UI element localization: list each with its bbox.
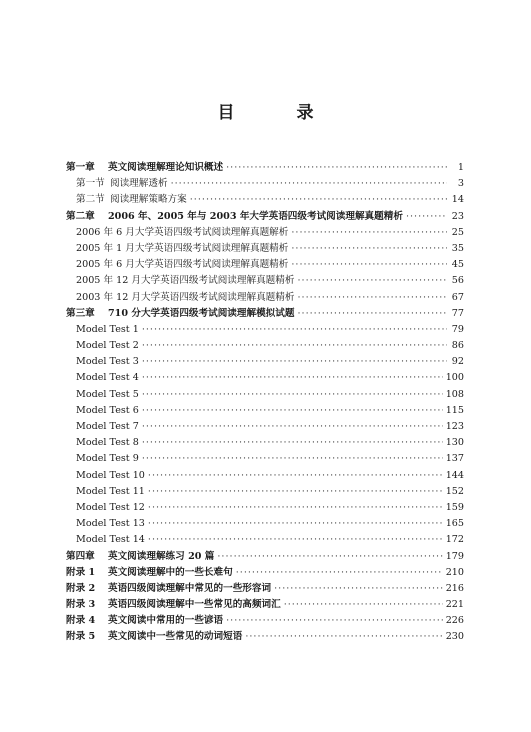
- toc-entry-label: [66, 209, 403, 225]
- dot-leader: [142, 387, 443, 403]
- toc-entry-page: 137: [445, 453, 464, 465]
- toc-entry[interactable]: [66, 160, 464, 176]
- dot-leader: [142, 370, 443, 386]
- toc-entry-page: 226: [445, 615, 464, 627]
- toc-entry[interactable]: [66, 565, 464, 581]
- toc-entry-label: [76, 322, 139, 338]
- toc-entry-page: 216: [445, 582, 464, 594]
- toc-entry-page: 67: [451, 291, 464, 303]
- toc-entry-title: Model Test 9: [76, 453, 139, 465]
- toc-entry-page: 3: [457, 178, 464, 190]
- toc-entry-title: Model Test 5: [76, 388, 139, 400]
- toc-entry-page: 77: [451, 307, 464, 319]
- toc-entry-label: [76, 176, 168, 192]
- toc-entry-number: 附录 2: [66, 582, 96, 594]
- toc-entry[interactable]: [66, 516, 464, 532]
- toc-entry[interactable]: [66, 387, 464, 403]
- toc-entry[interactable]: [66, 435, 464, 451]
- toc-entry-label: [76, 354, 139, 370]
- toc-entry[interactable]: [66, 338, 464, 354]
- toc-entry-title: 英文阅读中常用的一些谚语: [108, 615, 224, 627]
- toc-entry-label: [66, 581, 271, 597]
- toc-entry-label: [76, 403, 139, 419]
- toc-entry[interactable]: [66, 419, 464, 435]
- dot-leader: [148, 500, 443, 516]
- toc-entry-title: Model Test 12: [76, 501, 145, 513]
- toc-entry[interactable]: [66, 597, 464, 613]
- toc-entry-page: 165: [445, 518, 464, 530]
- toc-entry-number: 附录 5: [66, 631, 96, 643]
- dot-leader: [284, 597, 443, 613]
- toc-entry-number: 第二节: [76, 194, 105, 206]
- toc-entry[interactable]: [66, 532, 464, 548]
- dot-leader: [142, 419, 443, 435]
- dot-leader: [148, 532, 443, 548]
- toc-entry-page: 210: [445, 566, 464, 578]
- toc-entry-title: 2006 年 6 月大学英语四级考试阅读理解真题解析: [76, 226, 289, 238]
- toc-entry-title: 阅读理解透析: [110, 178, 168, 190]
- toc-entry[interactable]: [66, 225, 464, 241]
- toc-entry-title: Model Test 11: [76, 485, 145, 497]
- toc-entry-title: Model Test 7: [76, 421, 139, 432]
- toc-entry-page: 172: [445, 534, 464, 546]
- toc-entry[interactable]: [66, 176, 464, 192]
- toc-entry-label: [76, 192, 187, 208]
- toc-entry-label: [76, 419, 139, 435]
- toc-entry-page: 221: [445, 599, 464, 611]
- toc-entry[interactable]: [66, 273, 464, 289]
- toc-entry-label: [76, 370, 139, 386]
- toc-entry-label: [66, 160, 223, 176]
- toc-entry[interactable]: [66, 257, 464, 273]
- toc-entry-label: [66, 549, 214, 565]
- toc-entry[interactable]: [66, 209, 464, 225]
- toc-entry[interactable]: [66, 549, 464, 565]
- toc-entry-number: 附录 1: [66, 566, 96, 578]
- toc-entry-page: 115: [445, 404, 464, 416]
- toc-entry-title: Model Test 8: [76, 437, 139, 449]
- toc-entry-label: [76, 225, 288, 241]
- toc-entry-page: 152: [445, 485, 464, 497]
- toc-entry-label: [66, 613, 223, 629]
- toc-entry-title: Model Test 14: [76, 534, 145, 546]
- toc-entry-title: Model Test 4: [76, 372, 139, 384]
- toc-entry[interactable]: [66, 322, 464, 338]
- toc-entry-page: 92: [451, 356, 464, 368]
- toc-entry-label: [76, 338, 139, 354]
- toc-entry-label: [76, 500, 145, 516]
- dot-leader: [236, 565, 443, 581]
- toc-entry-title: 710 分大学英语四级考试阅读理解模拟试题: [108, 307, 295, 319]
- toc-entry[interactable]: [66, 241, 464, 257]
- toc-entry-label: [76, 516, 145, 532]
- toc-entry-page: 100: [445, 372, 464, 384]
- dot-leader: [142, 435, 443, 451]
- dot-leader: [274, 581, 443, 597]
- toc-entry-number: 第四章: [66, 550, 95, 562]
- toc-entry-title: 2005 年 12 月大学英语四级考试阅读理解真题精析: [76, 275, 295, 287]
- toc-entry-title: Model Test 10: [76, 469, 145, 481]
- toc-entry-label: [76, 290, 294, 306]
- toc-entry[interactable]: [66, 370, 464, 386]
- toc-entry[interactable]: [66, 468, 464, 484]
- toc-entry-page: 130: [445, 437, 464, 449]
- toc-entry-title: Model Test 3: [76, 356, 139, 368]
- toc-entry-page: 45: [451, 259, 464, 271]
- toc-entry-title: Model Test 13: [76, 518, 145, 530]
- dot-leader: [217, 549, 442, 565]
- toc-entry-label: [76, 435, 139, 451]
- dot-leader: [148, 484, 443, 500]
- toc-entry-page: 230: [445, 631, 464, 643]
- toc-entry[interactable]: [66, 192, 464, 208]
- toc-entry-page: 25: [451, 226, 464, 238]
- toc-entry-number: 附录 4: [66, 615, 96, 627]
- toc-entry-title: Model Test 2: [76, 340, 139, 352]
- toc-entry-label: [76, 484, 145, 500]
- toc-entry[interactable]: [66, 306, 464, 322]
- toc-entry-number: 第一节: [76, 178, 105, 190]
- toc-entry-title: 阅读理解策略方案: [110, 194, 187, 206]
- toc-entry-number: 附录 3: [66, 599, 96, 611]
- dot-leader: [148, 468, 443, 484]
- dot-leader: [142, 354, 447, 370]
- toc-entry-page: 35: [451, 242, 464, 254]
- toc-entry-label: [66, 565, 233, 581]
- toc-entry[interactable]: [66, 629, 464, 645]
- toc-entry-page: 159: [445, 501, 464, 513]
- toc-entry-title: 英文阅读理解中的一些长难句: [108, 566, 233, 578]
- toc-entry[interactable]: [66, 581, 464, 597]
- toc-entry-label: [76, 273, 294, 289]
- toc-entry-label: [76, 257, 288, 273]
- table-of-contents: [66, 160, 464, 646]
- dot-leader: [190, 192, 447, 208]
- dot-leader: [291, 241, 447, 257]
- dot-leader: [171, 176, 447, 192]
- dot-leader: [226, 160, 447, 176]
- toc-entry-title: 英文阅读理解理论知识概述: [108, 162, 224, 173]
- toc-entry-page: 79: [451, 323, 464, 335]
- dot-leader: [142, 322, 447, 338]
- toc-entry-title: 2006 年、2005 年与 2003 年大学英语四级考试阅读理解真题精析: [108, 210, 403, 222]
- toc-entry-number: 第二章: [66, 210, 95, 222]
- dot-leader: [226, 613, 443, 629]
- toc-entry[interactable]: [66, 484, 464, 500]
- toc-entry-label: [66, 306, 294, 322]
- toc-entry-number: 第三章: [66, 307, 95, 319]
- dot-leader: [297, 290, 447, 306]
- toc-entry-label: [66, 629, 242, 645]
- toc-entry[interactable]: [66, 403, 464, 419]
- toc-entry[interactable]: [66, 451, 464, 467]
- toc-entry-page: 1: [457, 162, 464, 173]
- toc-entry-page: 86: [451, 340, 464, 352]
- toc-entry-label: [76, 532, 145, 548]
- dot-leader: [291, 257, 447, 273]
- toc-entry-title: 英语四级阅读理解中常见的一些形容词: [108, 582, 272, 594]
- toc-entry-title: Model Test 6: [76, 404, 139, 416]
- toc-entry-page: 108: [445, 388, 464, 400]
- toc-entry-title: Model Test 1: [76, 323, 139, 335]
- dot-leader: [148, 516, 443, 532]
- toc-entry-title: 英文阅读理解练习 20 篇: [108, 550, 215, 562]
- toc-entry-label: [76, 387, 139, 403]
- dot-leader: [291, 225, 447, 241]
- toc-entry-number: 第一章: [66, 162, 95, 173]
- toc-entry-title: 2005 年 1 月大学英语四级考试阅读理解真题精析: [76, 242, 289, 254]
- toc-entry-title: 英语四级阅读理解中一些常见的高频词汇: [108, 599, 281, 611]
- toc-entry-title: 英文阅读中一些常见的动词短语: [108, 631, 243, 643]
- toc-entry[interactable]: [66, 500, 464, 516]
- dot-leader: [245, 629, 442, 645]
- toc-entry-label: [76, 451, 139, 467]
- page-title: 目 录: [217, 103, 342, 123]
- toc-entry[interactable]: [66, 354, 464, 370]
- toc-entry-label: [66, 597, 281, 613]
- toc-entry-title: 2005 年 6 月大学英语四级考试阅读理解真题精析: [76, 259, 289, 271]
- toc-entry-page: 23: [451, 210, 464, 222]
- dot-leader: [142, 451, 443, 467]
- dot-leader: [142, 338, 447, 354]
- toc-entry-page: 123: [445, 421, 464, 432]
- toc-entry-page: 56: [451, 275, 464, 287]
- toc-entry[interactable]: [66, 290, 464, 306]
- dot-leader: [297, 273, 447, 289]
- toc-entry-label: [76, 241, 288, 257]
- toc-entry-page: 179: [445, 550, 464, 562]
- toc-entry-page: 14: [451, 194, 464, 206]
- dot-leader: [142, 403, 443, 419]
- toc-entry[interactable]: [66, 613, 464, 629]
- dot-leader: [406, 209, 447, 225]
- dot-leader: [297, 306, 447, 322]
- toc-entry-title: 2003 年 12 月大学英语四级考试阅读理解真题精析: [76, 291, 295, 303]
- toc-entry-label: [76, 468, 145, 484]
- toc-entry-page: 144: [445, 469, 464, 481]
